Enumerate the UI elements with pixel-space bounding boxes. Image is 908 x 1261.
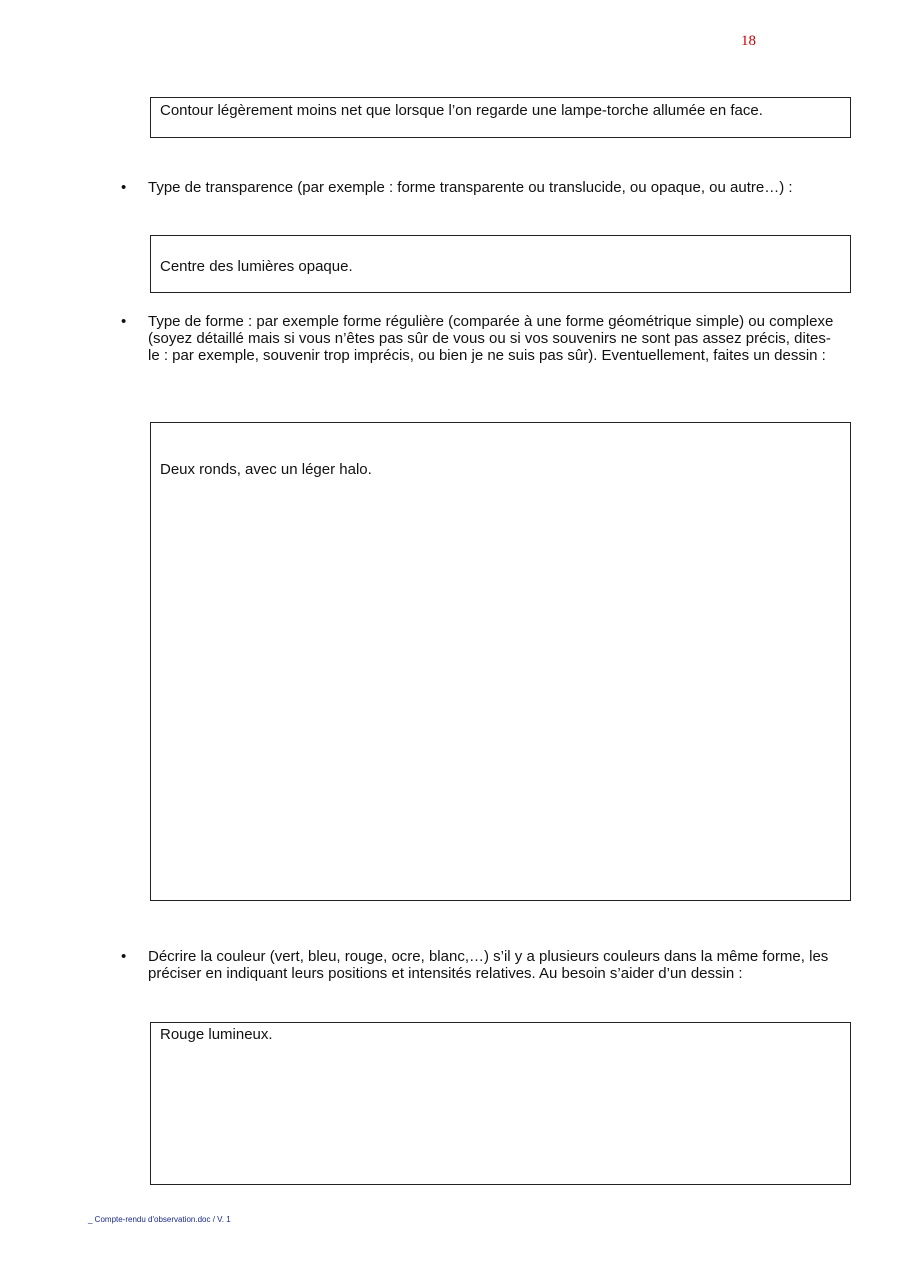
contour-answer-text: Contour légèrement moins net que lorsque l’on regarde une lampe-torche allumée en face. xyxy=(160,102,763,119)
couleur-answer-text: Rouge lumineux. xyxy=(160,1026,273,1043)
forme-answer-text: Deux ronds, avec un léger halo. xyxy=(160,461,372,478)
transparence-answer-box xyxy=(150,235,851,293)
transparence-answer-text: Centre des lumières opaque. xyxy=(160,258,353,275)
document-footer: _ Compte-rendu d'observation.doc / V. 1 xyxy=(88,1215,231,1224)
bullet-couleur: • xyxy=(121,948,127,965)
forme-answer-box xyxy=(150,422,851,901)
question-transparence: Type de transparence (par exemple : forme transparente ou translucide, ou opaque, ou autre…) : xyxy=(148,179,793,196)
question-forme: Type de forme : par exemple forme régulière (comparée à une forme géométrique simple) ou complexe (soyez détaillé mais si vous n’êtes pas sûr de vous ou si vos souvenirs ne sont pas assez précis, dites-le : par exemple, souvenir trop imprécis, ou bien je ne suis pas sûr). Eventuellement, faites un dessin : xyxy=(148,313,834,364)
contour-answer-box xyxy=(150,97,851,138)
bullet-forme: • xyxy=(121,313,127,330)
page-number: 18 xyxy=(741,33,756,49)
couleur-answer-box xyxy=(150,1022,851,1185)
bullet-transparence: • xyxy=(121,179,127,196)
question-couleur: Décrire la couleur (vert, bleu, rouge, ocre, blanc,…) s’il y a plusieurs couleurs dans la même forme, les préciser en indiquant leurs positions et intensités relatives. Au besoin s’aider d’un dessin : xyxy=(148,948,829,982)
